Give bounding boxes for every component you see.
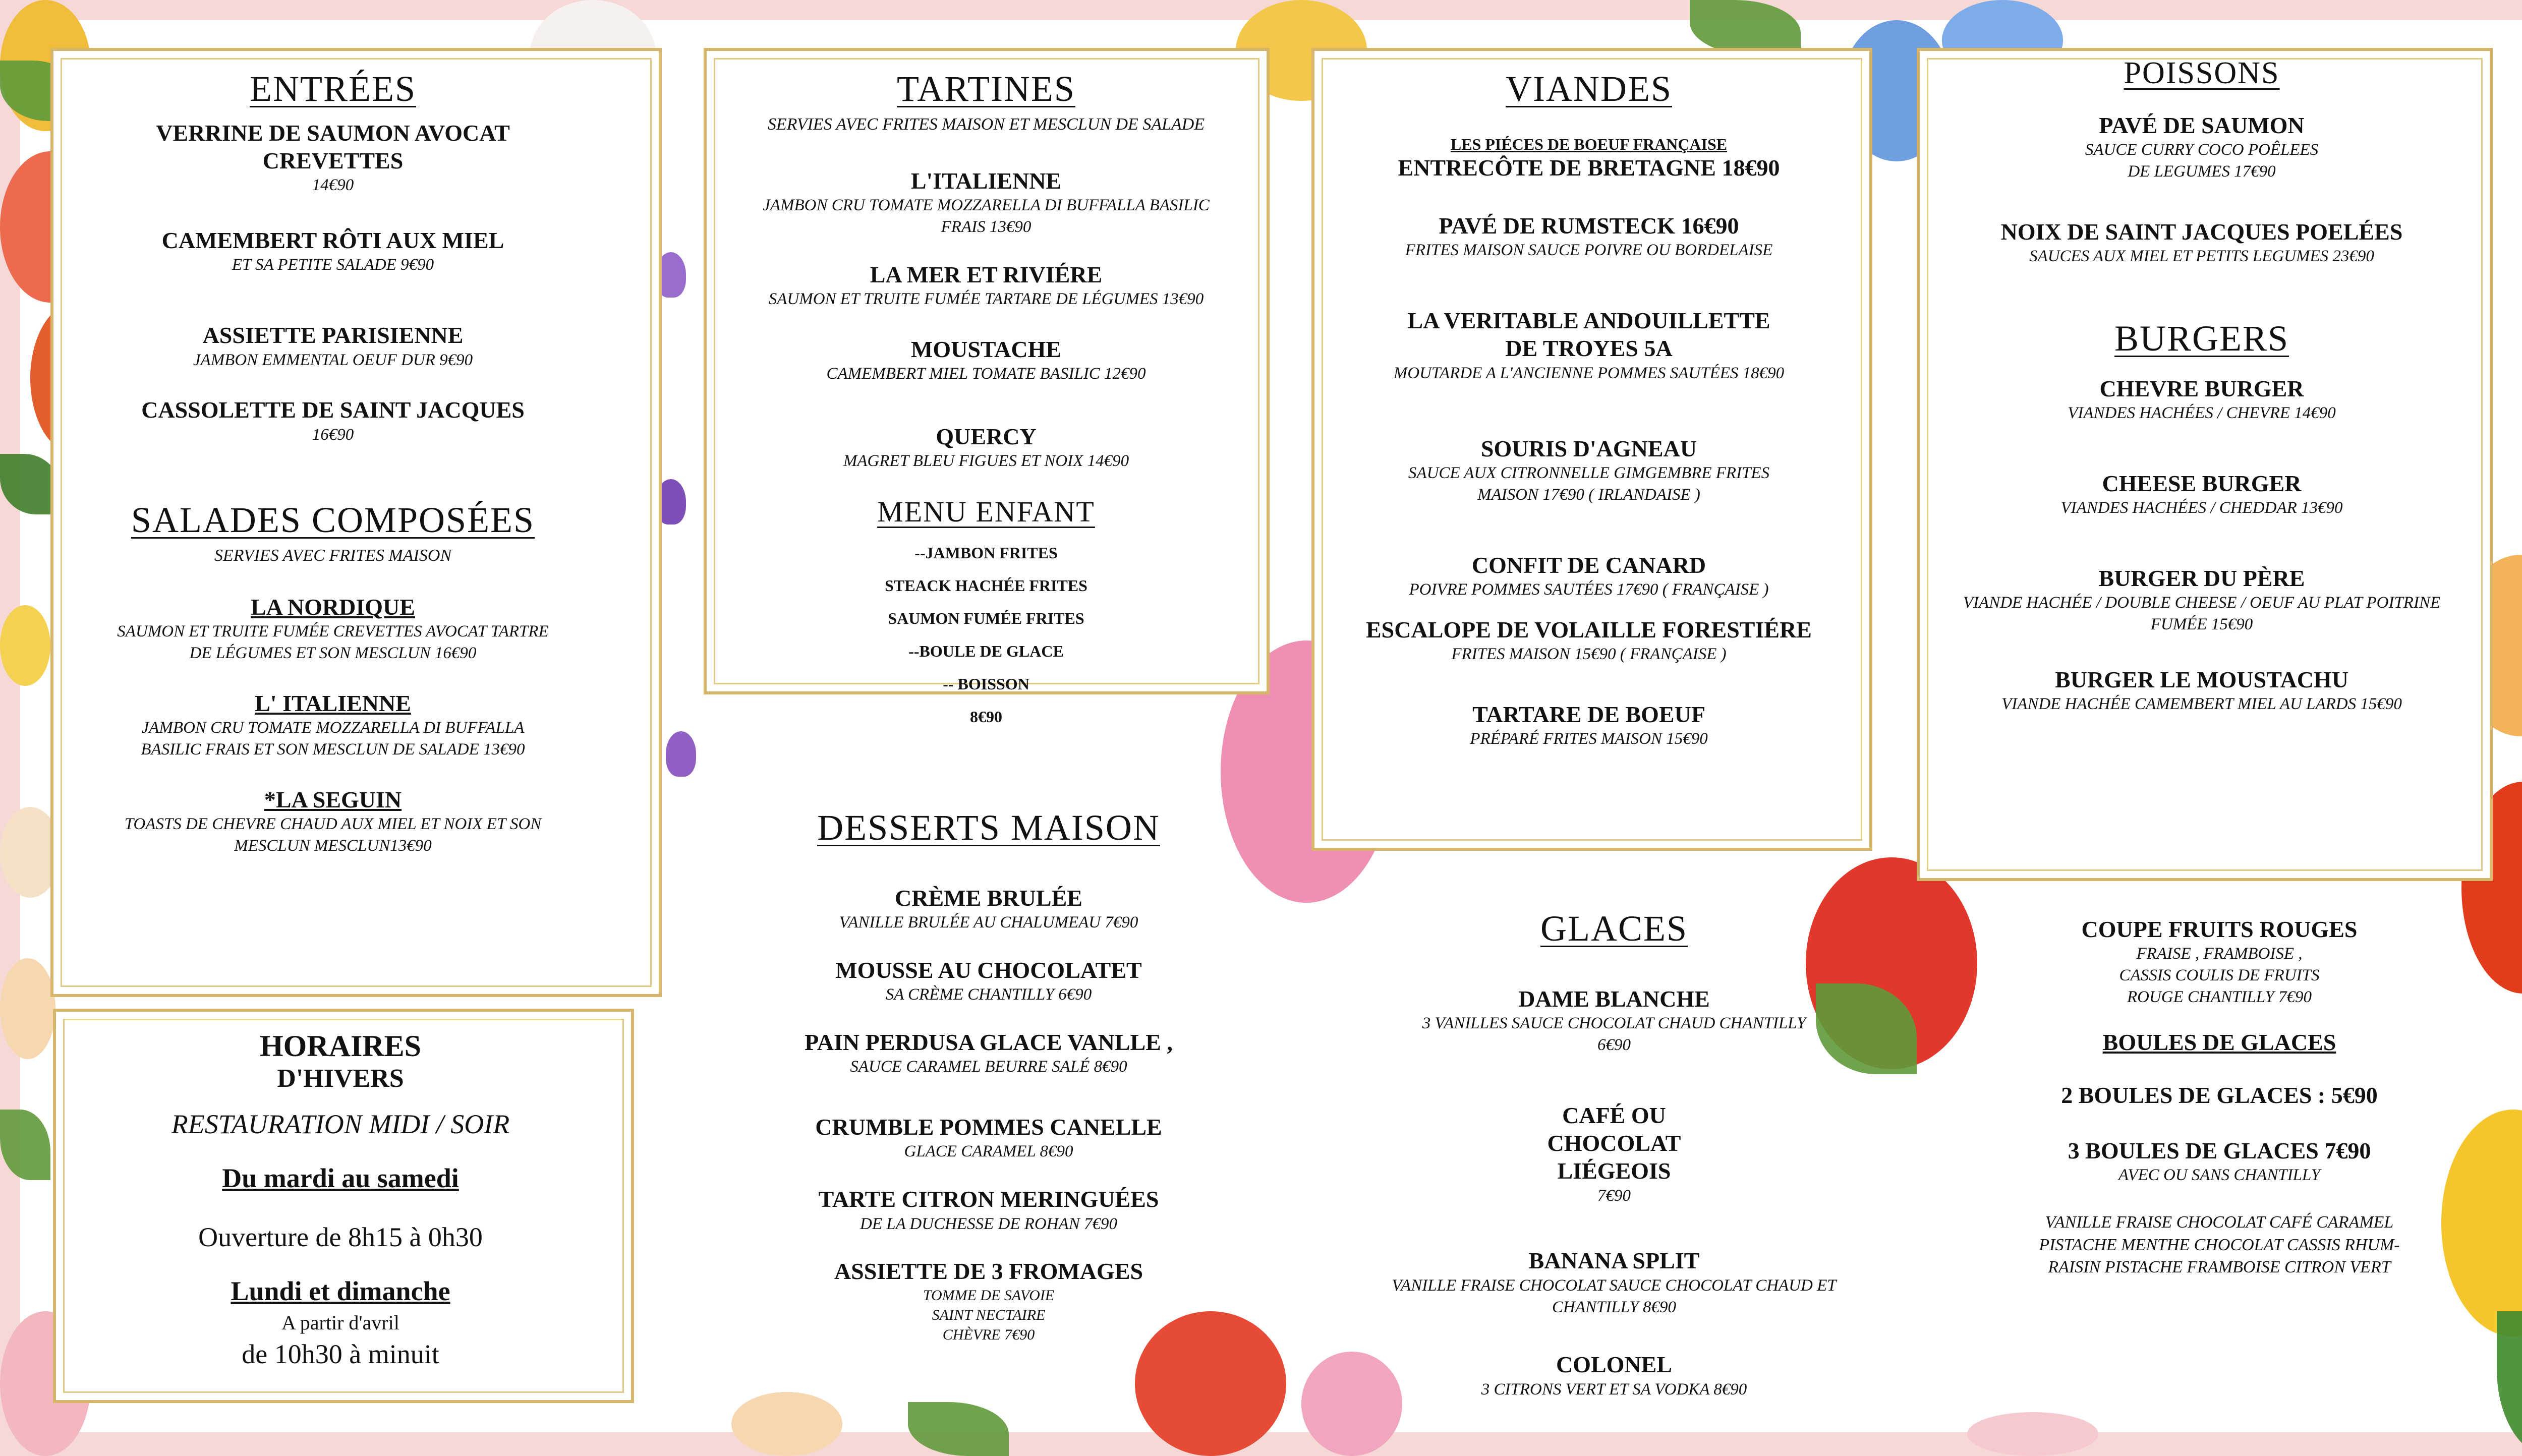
item-name: L'ITALIENNE <box>910 168 1062 194</box>
horaires-hours-1: Ouverture de 8h15 à 0h30 <box>198 1222 483 1252</box>
item-name: ASSIETTE PARISIENNE <box>202 322 464 348</box>
dessert-item <box>716 1113 1261 1162</box>
item-name: BURGER DU PÈRE <box>2098 565 2305 592</box>
entrees-section <box>61 68 605 469</box>
viandes-note: LES PIÉCES DE BOEUF FRANÇAISE <box>1450 135 1728 153</box>
item-name: CAMEMBERT RÔTI AUX MIEL <box>161 227 504 254</box>
horaires-service: RESTAURATION MIDI / SOIR <box>171 1109 510 1139</box>
tartines-section <box>709 68 1264 740</box>
viande-item <box>1322 551 1856 601</box>
entree-item <box>61 396 605 445</box>
item-name: ESCALOPE DE VOLAILLE FORESTIÉRE <box>1366 616 1812 643</box>
item-desc: VIANDE HACHÉE / DOUBLE CHEESE / OEUF AU PLAT POITRINE FUMÉE 15€90 <box>1963 594 2441 634</box>
item-name: COLONEL <box>1556 1352 1673 1378</box>
burger-item <box>1932 375 2472 424</box>
tartines-subtitle: SERVIES AVEC FRITES MAISON ET MESCLUN DE SALADE <box>767 115 1205 134</box>
item-name: BANANA SPLIT <box>1528 1248 1700 1274</box>
burgers-title: BURGERS <box>2114 318 2289 359</box>
item-desc: PRÉPARÉ FRITES MAISON 15€90 <box>1470 729 1708 748</box>
item-name: PAVÉ DE SAUMON <box>2099 112 2305 138</box>
dessert-item <box>716 1185 1261 1235</box>
salade-item <box>71 689 595 761</box>
horaires-note-2: A partir d'avril <box>281 1311 399 1334</box>
item-desc: 3 CITRONS VERT ET SA VODKA 8€90 <box>1481 1380 1747 1399</box>
item-name: ENTRECÔTE DE BRETAGNE 18€90 <box>1398 155 1780 181</box>
enfant-line: --BOULE DE GLACE <box>908 642 1064 661</box>
entree-item <box>61 226 605 276</box>
item-name: LA VERITABLE ANDOUILLETTE DE TROYES 5A <box>1407 308 1770 362</box>
item-desc: MAGRET BLEU FIGUES ET NOIX 14€90 <box>843 452 1129 471</box>
poisson-item <box>1932 218 2472 267</box>
horaires-days-2: Lundi et dimanche <box>231 1276 450 1306</box>
item-name: CHEVRE BURGER <box>2099 376 2304 402</box>
item-desc: VANILLE FRAISE CHOCOLAT SAUCE CHOCOLAT CHAUD ET CHANTILLY 8€90 <box>1392 1276 1837 1316</box>
item-name: MOUSSE AU CHOCOLATET <box>835 957 1142 983</box>
salade-item <box>71 786 595 857</box>
boules-three: 3 BOULES DE GLACES 7€90 <box>2068 1138 2371 1164</box>
burger-item <box>1932 666 2472 715</box>
viandes-section <box>1322 68 1856 773</box>
horaires-title: HORAIRES <box>259 1029 422 1063</box>
entree-item <box>61 119 605 196</box>
tartine-item <box>709 335 1264 385</box>
item-desc: JAMBON CRU TOMATE MOZZARELLA DI BUFFALLA BASILIC FRAIS ET SON MESCLUN DE SALADE 13€90 <box>141 719 525 759</box>
item-name: CASSOLETTE DE SAINT JACQUES <box>141 397 525 423</box>
item-name: CHEESE BURGER <box>2102 471 2302 497</box>
enfant-line: --JAMBON FRITES <box>914 544 1058 562</box>
glace-item <box>1342 1247 1886 1318</box>
item-desc: VANILLE BRULÉE AU CHALUMEAU 7€90 <box>839 913 1138 932</box>
item-desc: FRITES MAISON SAUCE POIVRE OU BORDELAISE <box>1405 241 1773 260</box>
enfant-line: STEACK HACHÉE FRITES <box>885 576 1087 595</box>
item-name: *LA SEGUIN <box>264 786 402 812</box>
item-name: NOIX DE SAINT JACQUES POELÉES <box>2000 218 2403 245</box>
glace-item <box>1342 1351 1886 1400</box>
glaces-section <box>1342 908 1886 1423</box>
viande-item <box>1322 307 1856 384</box>
boules-three-desc: AVEC OU SANS CHANTILLY <box>2118 1166 2321 1185</box>
item-desc: GLACE CARAMEL 8€90 <box>904 1142 1073 1161</box>
coupe-desc: FRAISE , FRAMBOISE , CASSIS COULIS DE FRUITS ROUGE CHANTILLY 7€90 <box>2119 945 2320 1006</box>
tartine-item <box>709 423 1264 472</box>
salades-title: SALADES COMPOSÉES <box>131 500 535 540</box>
item-name: ASSIETTE DE 3 FROMAGES <box>834 1258 1143 1285</box>
viande-item <box>1322 154 1856 182</box>
desserts-title: DESSERTS MAISON <box>817 807 1160 848</box>
item-name: LA NORDIQUE <box>251 594 415 620</box>
glaces-parfums: VANILLE FRAISE CHOCOLAT CAFÉ CARAMEL PISTACHE MENTHE CHOCOLAT CASSIS RHUM-RAISIN PISTACHE FRAMBOISE CITRON VERT <box>2039 1213 2400 1276</box>
dessert-item <box>716 956 1261 1006</box>
burger-item <box>1932 564 2472 635</box>
horaires-days-1: Du mardi au samedi <box>222 1163 459 1193</box>
item-name: TARTARE DE BOEUF <box>1472 701 1705 727</box>
item-desc: POIVRE POMMES SAUTÉES 17€90 ( FRANÇAISE ) <box>1409 580 1769 599</box>
item-desc: SAUCES AUX MIEL ET PETITS LEGUMES 23€90 <box>2029 247 2374 266</box>
viande-item <box>1322 435 1856 506</box>
horaires-subtitle: D'HIVERS <box>277 1064 404 1093</box>
item-name: VERRINE DE SAUMON AVOCAT CREVETTES <box>156 120 510 174</box>
horaires-hours-2: de 10h30 à minuit <box>242 1339 439 1369</box>
item-name: L' ITALIENNE <box>255 690 411 716</box>
item-desc: SAUMON ET TRUITE FUMÉE CREVETTES AVOCAT TARTRE DE LÉGUMES ET SON MESCLUN 16€90 <box>117 622 549 663</box>
item-name: PAVÉ DE RUMSTECK 16€90 <box>1439 213 1739 239</box>
dessert-item <box>716 884 1261 934</box>
item-name: PAIN PERDUSA GLACE VANLLE , <box>805 1029 1173 1056</box>
entree-item <box>61 321 605 371</box>
item-desc: JAMBON CRU TOMATE MOZZARELLA DI BUFFALLA BASILIC FRAIS 13€90 <box>763 196 1210 237</box>
item-desc: SA CRÈME CHANTILLY 6€90 <box>885 985 1092 1004</box>
salades-section <box>71 499 595 880</box>
tartines-title: TARTINES <box>897 69 1075 109</box>
item-name: CRÈME BRULÉE <box>895 885 1082 911</box>
item-desc: TOMME DE SAVOIE SAINT NECTAIRE CHÈVRE 7€90 <box>923 1287 1055 1343</box>
item-name: DAME BLANCHE <box>1518 986 1710 1012</box>
boules-title: BOULES DE GLACES <box>2102 1029 2336 1055</box>
tartine-item <box>709 261 1264 310</box>
item-desc: MOUTARDE A L'ANCIENNE POMMES SAUTÉES 18€90 <box>1393 364 1785 382</box>
item-desc: VIANDES HACHÉES / CHEDDAR 13€90 <box>2060 499 2343 517</box>
item-desc: SAUCE CURRY COCO POÊLEES DE LEGUMES 17€90 <box>2085 141 2319 181</box>
item-desc: 14€90 <box>312 176 354 195</box>
item-desc: 16€90 <box>312 425 354 444</box>
glace-item <box>1342 1101 1886 1206</box>
boules-two: 2 BOULES DE GLACES : 5€90 <box>2061 1082 2378 1109</box>
item-desc: 3 VANILLES SAUCE CHOCOLAT CHAUD CHANTILLY 6€90 <box>1422 1014 1806 1055</box>
viandes-title: VIANDES <box>1506 69 1672 109</box>
item-name: TARTE CITRON MERINGUÉES <box>818 1186 1159 1212</box>
item-desc: JAMBON EMMENTAL OEUF DUR 9€90 <box>193 351 473 369</box>
item-name: MOUSTACHE <box>910 336 1062 363</box>
coupe-section <box>1957 915 2482 1278</box>
viande-item <box>1322 616 1856 665</box>
poissons-section <box>1932 55 2472 738</box>
item-desc: ET SA PETITE SALADE 9€90 <box>232 256 434 274</box>
item-desc: VIANDES HACHÉES / CHEVRE 14€90 <box>2068 404 2336 423</box>
item-name: CAFÉ OU CHOCOLAT LIÉGEOIS <box>1547 1102 1681 1184</box>
enfant-line: SAUMON FUMÉE FRITES <box>888 609 1084 628</box>
poissons-title: POISSONS <box>2124 56 2280 90</box>
item-name: BURGER LE MOUSTACHU <box>2055 667 2348 693</box>
item-desc: CAMEMBERT MIEL TOMATE BASILIC 12€90 <box>826 365 1146 383</box>
entrees-title: ENTRÉES <box>250 69 416 109</box>
item-name: SOURIS D'AGNEAU <box>1480 435 1697 461</box>
poisson-item <box>1932 111 2472 183</box>
item-desc: SAUMON ET TRUITE FUMÉE TARTARE DE LÉGUMES 13€90 <box>768 290 1204 309</box>
dessert-item <box>716 1257 1261 1344</box>
item-desc: FRITES MAISON 15€90 ( FRANÇAISE ) <box>1451 645 1727 663</box>
item-name: QUERCY <box>936 424 1037 450</box>
item-name: CONFIT DE CANARD <box>1471 552 1706 578</box>
horaires-section <box>63 1029 618 1390</box>
salade-item <box>71 593 595 664</box>
coupe-name: COUPE FRUITS ROUGES <box>2081 916 2358 942</box>
glace-item <box>1342 985 1886 1056</box>
enfant-title: MENU ENFANT <box>877 495 1095 529</box>
item-name: CRUMBLE POMMES CANELLE <box>815 1114 1162 1140</box>
enfant-line: -- BOISSON <box>943 675 1029 693</box>
desserts-section <box>716 807 1261 1368</box>
item-desc: TOASTS DE CHEVRE CHAUD AUX MIEL ET NOIX ET SON MESCLUN MESCLUN13€90 <box>124 815 542 855</box>
item-desc: DE LA DUCHESSE DE ROHAN 7€90 <box>860 1214 1117 1233</box>
enfant-price: 8€90 <box>970 708 1002 726</box>
item-desc: 7€90 <box>1597 1186 1631 1205</box>
salades-subtitle: SERVIES AVEC FRITES MAISON <box>214 546 452 565</box>
viande-item <box>1322 701 1856 750</box>
item-desc: VIANDE HACHÉE CAMEMBERT MIEL AU LARDS 15€90 <box>2001 695 2402 714</box>
item-desc: SAUCE AUX CITRONNELLE GIMGEMBRE FRITES MAISON 17€90 ( IRLANDAISE ) <box>1408 463 1770 504</box>
burger-item <box>1932 470 2472 519</box>
tartine-item <box>709 167 1264 238</box>
item-desc: SAUCE CARAMEL BEURRE SALÉ 8€90 <box>850 1058 1127 1076</box>
dessert-item <box>716 1028 1261 1078</box>
item-name: LA MER ET RIVIÉRE <box>870 261 1103 287</box>
glaces-title: GLACES <box>1540 908 1688 949</box>
viande-item <box>1322 212 1856 261</box>
